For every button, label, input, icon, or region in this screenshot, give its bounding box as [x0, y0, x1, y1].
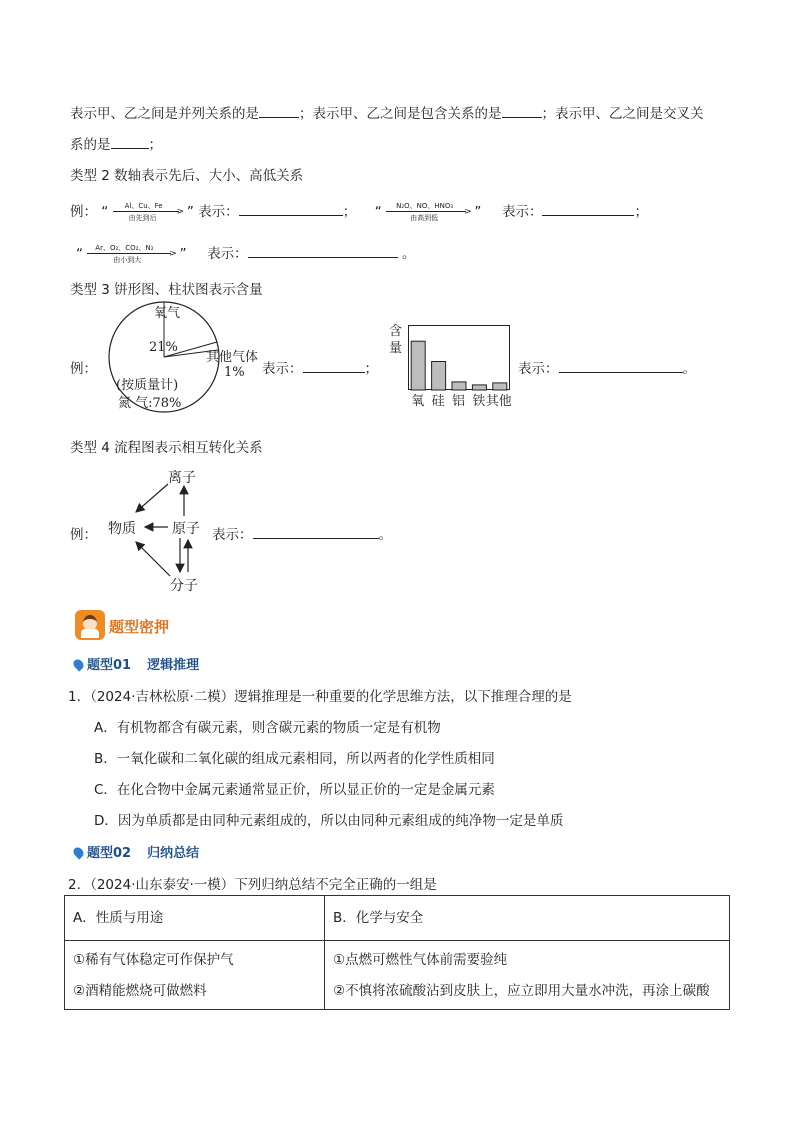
type3-example-label: 例：	[70, 361, 97, 377]
numberline-2-bottom: 由高到低	[410, 214, 439, 222]
cell-a-item-1: ①稀有气体稳定可作保护气	[73, 952, 234, 968]
cell-b-body	[325, 941, 730, 1010]
pie-label-oxygen-pct: 21%	[149, 340, 178, 355]
pie-label-nitrogen: 氮 气:78%	[118, 396, 182, 411]
blank-parallel[interactable]	[259, 105, 299, 118]
table-row	[65, 896, 730, 941]
repr-label: 表示：	[262, 361, 303, 377]
q2-stem: 2．（2024·山东泰安·一模）下列归纳总结不完全正确的一组是	[68, 877, 437, 893]
location-pin-icon	[71, 657, 85, 671]
bar-chart-ylabel: 含量	[389, 324, 403, 356]
pie-label-note: (按质量计)	[116, 378, 179, 393]
type2-heading: 类型 2 数轴表示先后、大小、高低关系	[70, 168, 304, 184]
numberline-2	[386, 203, 470, 221]
blank-pie[interactable]	[303, 360, 365, 373]
numberline-1-bottom: 由先到后	[128, 214, 157, 222]
semicolon: ；	[364, 361, 378, 377]
intro-text-a: 表示甲、乙之间是并列关系的是	[70, 106, 259, 122]
arrow-right-icon: >	[169, 249, 177, 259]
period: 。	[401, 246, 416, 262]
flow-node-molecule: 分子	[170, 578, 198, 594]
type4-example-label: 例：	[70, 527, 97, 543]
blank-ex1[interactable]	[239, 203, 343, 216]
bar-label-4: 铁	[472, 394, 486, 409]
bar-1	[411, 341, 425, 390]
repr-label: 表示：	[212, 527, 253, 543]
close-quote: ”	[186, 204, 194, 220]
intro-text-b: ；表示甲、乙之间是包含关系的是	[299, 106, 502, 122]
numberline-2-axis	[386, 211, 466, 212]
pie-label-oxygen: 氧气	[154, 306, 181, 321]
numberline-3-top: Ar、O₂、CO₂、N₂	[95, 244, 154, 252]
type2-example-3-row	[76, 242, 415, 263]
q2-table	[64, 895, 730, 1010]
teacher-icon	[75, 610, 105, 640]
arrow-molecule-to-substance	[136, 542, 170, 576]
type4-repr	[212, 523, 392, 543]
q1-option-c[interactable]: C．在化合物中金属元素通常显正价，所以显正价的一定是金属元素	[94, 782, 495, 798]
repr-label: 表示：	[207, 246, 248, 262]
type4-heading: 类型 4 流程图表示相互转化关系	[70, 440, 263, 456]
bar-label-1: 氧	[411, 394, 425, 409]
cell-b-head[interactable]: B．化学与安全	[325, 896, 730, 941]
open-quote: “	[101, 204, 109, 220]
cell-b-item-1: ①点燃可燃性气体前需要验纯	[333, 952, 508, 968]
topic-02-name: 归纳总结	[147, 846, 200, 861]
numberline-3-axis	[87, 253, 171, 254]
topic-01-heading	[74, 654, 199, 673]
semicolon: ；	[342, 204, 357, 220]
cell-a-item-2: ②酒精能燃烧可做燃料	[73, 983, 207, 999]
numberline-2-top: N₂O、NO、HNO₃	[396, 202, 454, 210]
bar-5	[493, 383, 507, 390]
table-row	[65, 941, 730, 1010]
blank-inclusion[interactable]	[502, 105, 542, 118]
type3-repr-2	[518, 357, 696, 377]
blank-cross[interactable]	[111, 136, 149, 149]
q1-option-d[interactable]: D．因为单质都是由同种元素组成的，所以由同种元素组成的纯净物一定是单质	[94, 813, 564, 829]
topic-01-name: 逻辑推理	[147, 658, 200, 673]
type2-example-1-row	[70, 200, 648, 221]
bar-label-3: 铝	[452, 394, 466, 409]
type3-repr-1	[262, 357, 378, 377]
arrow-right-icon: >	[176, 207, 185, 217]
bar-2	[432, 362, 446, 391]
numberline-1	[113, 203, 183, 221]
cell-a-head[interactable]: A．性质与用途	[65, 896, 325, 941]
period: 。	[682, 361, 696, 377]
bar-label-2: 硅	[431, 394, 445, 409]
type3-heading: 类型 3 饼形图、柱状图表示含量	[70, 282, 263, 298]
flow-node-atom: 原子	[172, 521, 200, 537]
intro-text-e: ；	[148, 137, 162, 153]
repr-label: 表示：	[198, 204, 239, 220]
q1-stem: 1．（2024·吉林松原·二模）逻辑推理是一种重要的化学思维方法，以下推理合理的是	[68, 689, 572, 705]
intro-line-1	[70, 102, 704, 122]
close-quote: ”	[474, 204, 482, 220]
section-title: 题型密押	[109, 618, 170, 636]
numberline-1-top: Al、Cu、Fe	[124, 202, 163, 210]
pie-label-other: 其他气体	[206, 350, 259, 365]
blank-ex3[interactable]	[248, 245, 398, 258]
close-quote: ”	[179, 246, 187, 262]
blank-bar[interactable]	[559, 360, 683, 373]
arrow-ion-to-substance	[136, 484, 168, 512]
arrow-right-icon: >	[464, 207, 472, 217]
numberline-1-axis	[113, 211, 179, 212]
flow-node-substance: 物质	[108, 521, 136, 537]
open-quote: “	[76, 246, 83, 262]
intro-text-d: 系的是	[70, 137, 111, 153]
topic-02-label: 题型02	[87, 846, 132, 861]
bar-chart	[408, 325, 510, 391]
example-label: 例：	[70, 204, 97, 220]
cell-b-item-2: ②不慎将浓硫酸沾到皮肤上，应立即用大量水冲洗，再涂上碳酸	[333, 983, 710, 999]
q1-option-b[interactable]: B．一氧化碳和二氧化碳的组成元素相同，所以两者的化学性质相同	[94, 751, 495, 767]
numberline-3-bottom: 由小到大	[113, 256, 142, 264]
repr-label: 表示：	[501, 204, 543, 220]
bar-label-5: 其他	[485, 394, 512, 409]
semicolon: ；	[634, 204, 648, 220]
q1-option-a[interactable]: A．有机物都含有碳元素，则含碳元素的物质一定是有机物	[94, 720, 441, 736]
blank-flow[interactable]	[253, 526, 379, 539]
topic-02-heading	[74, 842, 199, 861]
topic-01-label: 题型01	[87, 658, 132, 673]
intro-text-c: ；表示甲、乙之间是交叉关	[541, 106, 704, 122]
cell-a-body	[65, 941, 325, 1010]
repr-label: 表示：	[518, 361, 559, 377]
bar-3	[452, 382, 466, 390]
location-pin-icon	[71, 845, 85, 859]
open-quote: “	[374, 204, 382, 220]
numberline-3	[87, 245, 175, 263]
period: 。	[378, 527, 392, 543]
intro-line-2	[70, 133, 162, 153]
pie-label-other-pct: 1%	[224, 365, 245, 380]
bar-chart-xlabels	[408, 390, 518, 408]
blank-ex2[interactable]	[542, 203, 634, 216]
flow-node-ion: 离子	[168, 470, 196, 486]
